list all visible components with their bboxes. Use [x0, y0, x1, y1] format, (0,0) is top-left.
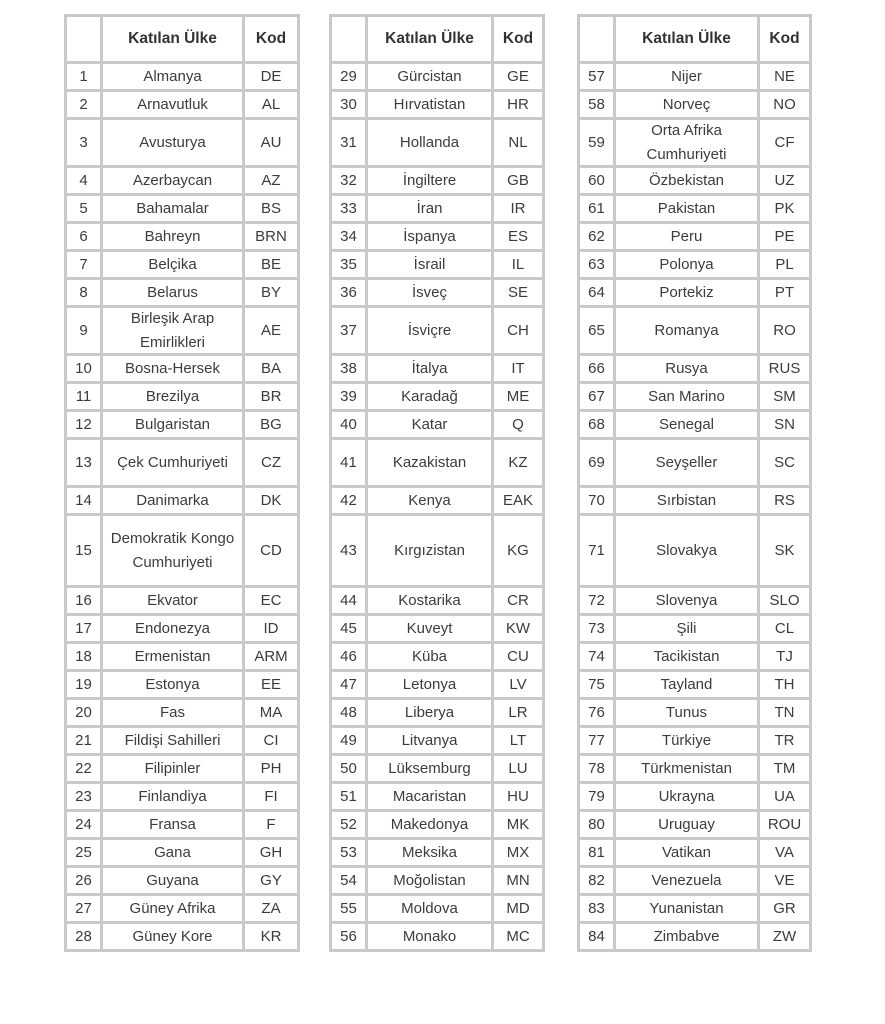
row-number-cell: 68	[580, 412, 613, 437]
country-code-cell: CI	[245, 728, 297, 753]
row-number-cell: 54	[332, 868, 365, 893]
country-code-cell: NO	[760, 92, 809, 117]
row-number-cell: 45	[332, 616, 365, 641]
row-number-cell: 44	[332, 588, 365, 613]
country-code-cell: PL	[760, 252, 809, 277]
country-code-cell: UZ	[760, 168, 809, 193]
country-name-cell: Portekiz	[616, 280, 757, 305]
country-code-cell: SK	[760, 516, 809, 585]
row-number-cell: 76	[580, 700, 613, 725]
country-name-cell: Gürcistan	[368, 64, 491, 89]
row-number-cell: 43	[332, 516, 365, 585]
country-code-cell: UA	[760, 784, 809, 809]
country-code-cell: BG	[245, 412, 297, 437]
row-number-cell: 82	[580, 868, 613, 893]
country-name-cell: Zimbabve	[616, 924, 757, 949]
row-number-cell: 75	[580, 672, 613, 697]
country-name-cell: Azerbaycan	[103, 168, 242, 193]
row-number-cell: 50	[332, 756, 365, 781]
country-code-cell: ME	[494, 384, 542, 409]
row-number-cell: 53	[332, 840, 365, 865]
row-number-cell: 69	[580, 440, 613, 485]
country-name-cell: İsveç	[368, 280, 491, 305]
country-name-cell: Arnavutluk	[103, 92, 242, 117]
row-number-cell: 35	[332, 252, 365, 277]
country-code-cell: RUS	[760, 356, 809, 381]
row-number-cell: 62	[580, 224, 613, 249]
country-code-cell: VE	[760, 868, 809, 893]
country-code-cell: IT	[494, 356, 542, 381]
country-code-cell: SLO	[760, 588, 809, 613]
country-name-cell: Litvanya	[368, 728, 491, 753]
country-name-cell: Belçika	[103, 252, 242, 277]
row-number-cell: 64	[580, 280, 613, 305]
country-name-cell: İtalya	[368, 356, 491, 381]
country-code-cell: TN	[760, 700, 809, 725]
country-name-cell: Moğolistan	[368, 868, 491, 893]
country-name-cell: Hırvatistan	[368, 92, 491, 117]
country-name-cell: Pakistan	[616, 196, 757, 221]
country-name-cell: Slovakya	[616, 516, 757, 585]
country-name-cell: Küba	[368, 644, 491, 669]
country-name-cell: Birleşik Arap Emirlikleri	[103, 308, 242, 353]
row-number-cell: 67	[580, 384, 613, 409]
row-number-cell: 7	[67, 252, 100, 277]
country-code-cell: TH	[760, 672, 809, 697]
country-name-cell: Avusturya	[103, 120, 242, 165]
country-name-cell: Slovenya	[616, 588, 757, 613]
row-number-cell: 10	[67, 356, 100, 381]
row-number-cell: 22	[67, 756, 100, 781]
country-name-cell: Gana	[103, 840, 242, 865]
country-name-cell: Macaristan	[368, 784, 491, 809]
country-code-cell: TJ	[760, 644, 809, 669]
country-name-cell: Çek Cumhuriyeti	[103, 440, 242, 485]
country-name-cell: Türkmenistan	[616, 756, 757, 781]
country-name-cell: Fransa	[103, 812, 242, 837]
header-country-cell: Katılan Ülke	[368, 17, 491, 61]
row-number-cell: 32	[332, 168, 365, 193]
header-country-cell: Katılan Ülke	[616, 17, 757, 61]
country-code-cell: CH	[494, 308, 542, 353]
row-number-cell: 9	[67, 308, 100, 353]
country-code-cell: EE	[245, 672, 297, 697]
country-name-cell: Nijer	[616, 64, 757, 89]
row-number-cell: 70	[580, 488, 613, 513]
country-code-cell: NL	[494, 120, 542, 165]
country-name-cell: Yunanistan	[616, 896, 757, 921]
row-number-cell: 71	[580, 516, 613, 585]
row-number-cell: 40	[332, 412, 365, 437]
header-country-cell: Katılan Ülke	[103, 17, 242, 61]
row-number-cell: 83	[580, 896, 613, 921]
row-number-cell: 17	[67, 616, 100, 641]
country-code-cell: BS	[245, 196, 297, 221]
country-name-cell: Ekvator	[103, 588, 242, 613]
row-number-cell: 48	[332, 700, 365, 725]
row-number-cell: 63	[580, 252, 613, 277]
country-code-cell: LV	[494, 672, 542, 697]
country-code-cell: GE	[494, 64, 542, 89]
row-number-cell: 41	[332, 440, 365, 485]
row-number-cell: 30	[332, 92, 365, 117]
country-name-cell: İsrail	[368, 252, 491, 277]
row-number-cell: 65	[580, 308, 613, 353]
country-code-cell: Q	[494, 412, 542, 437]
country-name-cell: Şili	[616, 616, 757, 641]
country-code-cell: AE	[245, 308, 297, 353]
header-code-cell: Kod	[245, 17, 297, 61]
country-name-cell: San Marino	[616, 384, 757, 409]
row-number-cell: 77	[580, 728, 613, 753]
country-code-cell: CD	[245, 516, 297, 585]
country-code-cell: GH	[245, 840, 297, 865]
country-name-cell: Guyana	[103, 868, 242, 893]
row-number-cell: 60	[580, 168, 613, 193]
country-code-cell: MN	[494, 868, 542, 893]
country-code-cell: ZW	[760, 924, 809, 949]
country-name-cell: Endonezya	[103, 616, 242, 641]
country-name-cell: Kenya	[368, 488, 491, 513]
country-name-cell: Lüksemburg	[368, 756, 491, 781]
row-number-cell: 81	[580, 840, 613, 865]
country-name-cell: Brezilya	[103, 384, 242, 409]
row-number-cell: 25	[67, 840, 100, 865]
country-name-cell: Vatikan	[616, 840, 757, 865]
country-code-cell: VA	[760, 840, 809, 865]
row-number-cell: 5	[67, 196, 100, 221]
country-code-cell: TR	[760, 728, 809, 753]
country-name-cell: Senegal	[616, 412, 757, 437]
country-code-cell: GY	[245, 868, 297, 893]
country-code-cell: KR	[245, 924, 297, 949]
country-code-cell: AU	[245, 120, 297, 165]
country-name-cell: İran	[368, 196, 491, 221]
row-number-cell: 12	[67, 412, 100, 437]
country-name-cell: İsviçre	[368, 308, 491, 353]
country-name-cell: Bahamalar	[103, 196, 242, 221]
country-code-cell: ID	[245, 616, 297, 641]
country-name-cell: Özbekistan	[616, 168, 757, 193]
row-number-cell: 15	[67, 516, 100, 585]
header-number-cell	[332, 17, 365, 61]
country-code-cell: SN	[760, 412, 809, 437]
country-code-cell: IL	[494, 252, 542, 277]
country-name-cell: Fas	[103, 700, 242, 725]
country-code-cell: AL	[245, 92, 297, 117]
country-name-cell: Tacikistan	[616, 644, 757, 669]
row-number-cell: 20	[67, 700, 100, 725]
country-name-cell: Bulgaristan	[103, 412, 242, 437]
country-code-cell: TM	[760, 756, 809, 781]
row-number-cell: 51	[332, 784, 365, 809]
country-code-cell: LR	[494, 700, 542, 725]
row-number-cell: 73	[580, 616, 613, 641]
country-code-cell: BR	[245, 384, 297, 409]
country-name-cell: Rusya	[616, 356, 757, 381]
row-number-cell: 39	[332, 384, 365, 409]
header-number-cell	[67, 17, 100, 61]
country-table-2	[329, 14, 545, 952]
row-number-cell: 79	[580, 784, 613, 809]
country-name-cell: Filipinler	[103, 756, 242, 781]
row-number-cell: 8	[67, 280, 100, 305]
row-number-cell: 59	[580, 120, 613, 165]
country-code-cell: EC	[245, 588, 297, 613]
country-code-cell: HU	[494, 784, 542, 809]
row-number-cell: 6	[67, 224, 100, 249]
country-name-cell: Tayland	[616, 672, 757, 697]
country-code-cell: SM	[760, 384, 809, 409]
country-code-cell: CU	[494, 644, 542, 669]
row-number-cell: 18	[67, 644, 100, 669]
country-name-cell: Seyşeller	[616, 440, 757, 485]
country-code-cell: BRN	[245, 224, 297, 249]
country-name-cell: Güney Afrika	[103, 896, 242, 921]
country-name-cell: Tunus	[616, 700, 757, 725]
row-number-cell: 33	[332, 196, 365, 221]
row-number-cell: 2	[67, 92, 100, 117]
country-code-cell: BA	[245, 356, 297, 381]
country-name-cell: Venezuela	[616, 868, 757, 893]
country-name-cell: Bosna-Hersek	[103, 356, 242, 381]
country-name-cell: Güney Kore	[103, 924, 242, 949]
row-number-cell: 24	[67, 812, 100, 837]
country-code-cell: PE	[760, 224, 809, 249]
country-code-cell: MK	[494, 812, 542, 837]
row-number-cell: 28	[67, 924, 100, 949]
row-number-cell: 34	[332, 224, 365, 249]
country-name-cell: Danimarka	[103, 488, 242, 513]
country-name-cell: Kostarika	[368, 588, 491, 613]
row-number-cell: 4	[67, 168, 100, 193]
row-number-cell: 57	[580, 64, 613, 89]
row-number-cell: 66	[580, 356, 613, 381]
header-number-cell	[580, 17, 613, 61]
row-number-cell: 16	[67, 588, 100, 613]
country-code-cell: LU	[494, 756, 542, 781]
row-number-cell: 29	[332, 64, 365, 89]
country-name-cell: Ukrayna	[616, 784, 757, 809]
row-number-cell: 11	[67, 384, 100, 409]
country-name-cell: Romanya	[616, 308, 757, 353]
country-code-cell: KZ	[494, 440, 542, 485]
country-name-cell: Katar	[368, 412, 491, 437]
country-code-cell: GB	[494, 168, 542, 193]
row-number-cell: 26	[67, 868, 100, 893]
country-code-cell: SC	[760, 440, 809, 485]
row-number-cell: 37	[332, 308, 365, 353]
country-name-cell: Meksika	[368, 840, 491, 865]
row-number-cell: 36	[332, 280, 365, 305]
country-code-cell: BE	[245, 252, 297, 277]
country-code-cell: BY	[245, 280, 297, 305]
row-number-cell: 61	[580, 196, 613, 221]
row-number-cell: 21	[67, 728, 100, 753]
country-name-cell: Monako	[368, 924, 491, 949]
row-number-cell: 42	[332, 488, 365, 513]
country-code-cell: ZA	[245, 896, 297, 921]
country-name-cell: Türkiye	[616, 728, 757, 753]
country-code-cell: AZ	[245, 168, 297, 193]
country-code-cell: KW	[494, 616, 542, 641]
country-name-cell: Makedonya	[368, 812, 491, 837]
country-name-cell: Orta Afrika Cumhuriyeti	[616, 120, 757, 165]
country-code-cell: MD	[494, 896, 542, 921]
row-number-cell: 31	[332, 120, 365, 165]
country-code-cell: MA	[245, 700, 297, 725]
country-name-cell: Kuveyt	[368, 616, 491, 641]
country-name-cell: Fildişi Sahilleri	[103, 728, 242, 753]
country-name-cell: Bahreyn	[103, 224, 242, 249]
country-code-cell: EAK	[494, 488, 542, 513]
country-name-cell: Demokratik Kongo Cumhuriyeti	[103, 516, 242, 585]
row-number-cell: 74	[580, 644, 613, 669]
row-number-cell: 13	[67, 440, 100, 485]
row-number-cell: 58	[580, 92, 613, 117]
header-code-cell: Kod	[760, 17, 809, 61]
country-code-cell: FI	[245, 784, 297, 809]
country-code-cell: ES	[494, 224, 542, 249]
country-code-cell: MC	[494, 924, 542, 949]
row-number-cell: 52	[332, 812, 365, 837]
row-number-cell: 38	[332, 356, 365, 381]
country-code-cell: PT	[760, 280, 809, 305]
country-code-cell: CF	[760, 120, 809, 165]
row-number-cell: 14	[67, 488, 100, 513]
country-code-cell: HR	[494, 92, 542, 117]
country-name-cell: Estonya	[103, 672, 242, 697]
country-code-cell: DK	[245, 488, 297, 513]
country-name-cell: Letonya	[368, 672, 491, 697]
country-name-cell: Moldova	[368, 896, 491, 921]
row-number-cell: 56	[332, 924, 365, 949]
row-number-cell: 80	[580, 812, 613, 837]
country-code-cell: PK	[760, 196, 809, 221]
row-number-cell: 78	[580, 756, 613, 781]
country-table-1	[64, 14, 300, 952]
country-name-cell: Liberya	[368, 700, 491, 725]
country-code-cell: IR	[494, 196, 542, 221]
country-name-cell: Kırgızistan	[368, 516, 491, 585]
row-number-cell: 1	[67, 64, 100, 89]
country-name-cell: Polonya	[616, 252, 757, 277]
country-code-cell: F	[245, 812, 297, 837]
country-code-cell: MX	[494, 840, 542, 865]
country-code-cell: CZ	[245, 440, 297, 485]
row-number-cell: 84	[580, 924, 613, 949]
row-number-cell: 3	[67, 120, 100, 165]
row-number-cell: 46	[332, 644, 365, 669]
country-name-cell: Hollanda	[368, 120, 491, 165]
country-code-cell: LT	[494, 728, 542, 753]
row-number-cell: 19	[67, 672, 100, 697]
country-name-cell: Norveç	[616, 92, 757, 117]
country-code-cell: PH	[245, 756, 297, 781]
row-number-cell: 49	[332, 728, 365, 753]
country-code-cell: CR	[494, 588, 542, 613]
country-code-cell: RO	[760, 308, 809, 353]
country-name-cell: İngiltere	[368, 168, 491, 193]
country-name-cell: İspanya	[368, 224, 491, 249]
country-name-cell: Almanya	[103, 64, 242, 89]
country-code-cell: ARM	[245, 644, 297, 669]
country-code-cell: DE	[245, 64, 297, 89]
country-code-cell: RS	[760, 488, 809, 513]
country-name-cell: Peru	[616, 224, 757, 249]
country-name-cell: Karadağ	[368, 384, 491, 409]
row-number-cell: 23	[67, 784, 100, 809]
header-code-cell: Kod	[494, 17, 542, 61]
country-name-cell: Uruguay	[616, 812, 757, 837]
country-code-cell: GR	[760, 896, 809, 921]
country-name-cell: Ermenistan	[103, 644, 242, 669]
country-code-cell: CL	[760, 616, 809, 641]
country-name-cell: Sırbistan	[616, 488, 757, 513]
country-code-cell: NE	[760, 64, 809, 89]
row-number-cell: 55	[332, 896, 365, 921]
country-code-cell: KG	[494, 516, 542, 585]
row-number-cell: 27	[67, 896, 100, 921]
country-name-cell: Kazakistan	[368, 440, 491, 485]
country-name-cell: Finlandiya	[103, 784, 242, 809]
row-number-cell: 72	[580, 588, 613, 613]
country-code-cell: SE	[494, 280, 542, 305]
row-number-cell: 47	[332, 672, 365, 697]
country-code-cell: ROU	[760, 812, 809, 837]
country-table-3	[577, 14, 812, 952]
country-name-cell: Belarus	[103, 280, 242, 305]
